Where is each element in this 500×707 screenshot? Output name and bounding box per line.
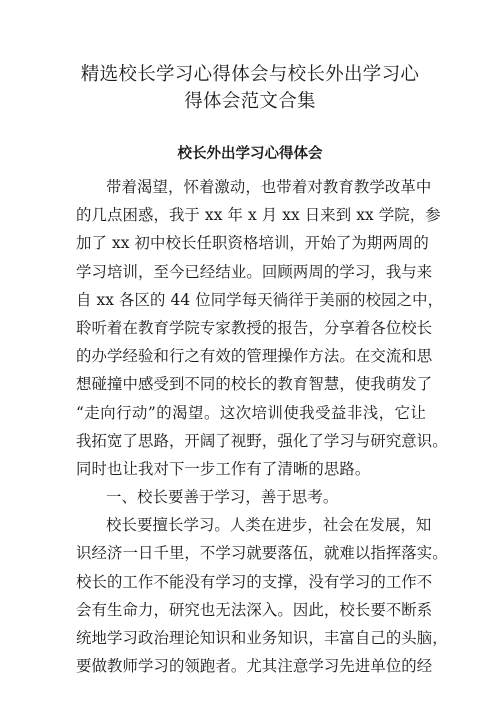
- text-line: 要做教师学习的领跑者。尤其注意学习先进单位的经: [76, 657, 433, 676]
- text-line: 会有生命力，研究也无法深入。因此，校长要不断系: [76, 600, 433, 619]
- body-text: [76, 173, 448, 680]
- text-line: 想碰撞中感受到不同的校长的教育智慧，使我萌发了: [76, 375, 433, 394]
- text-line: 带着渴望，怀着激动，也带着对教育教学改革中: [106, 178, 432, 196]
- text-line: 我拓宽了思路，开阔了视野，强化了学习与研究意识。: [76, 431, 448, 450]
- text-line: 同时也让我对下一步工作有了清晰的思路。: [76, 459, 371, 478]
- text-line: 统地学习政治理论知识和业务知识，丰富自己的头脑，: [76, 629, 448, 647]
- text-line: 校长要擅长学习。人类在进步，社会在发展，知: [106, 516, 432, 535]
- document-title-line-1: 精选校长学习心得体会与校长外出学习心: [80, 64, 420, 85]
- text-line: 学习培训，至今已经结业。回顾两周的学习，我与来: [76, 262, 433, 281]
- text-line: “走向行动”的渴望。这次培训使我受益非浅，它让: [76, 403, 426, 422]
- text-line: 的办学经验和行之有效的管理操作方法。在交流和思: [76, 347, 433, 366]
- section-heading-1: 一、校长要善于学习，善于思考。: [106, 488, 339, 507]
- section-title: 校长外出学习心得体会: [177, 145, 323, 162]
- text-line: 校长的工作不能没有学习的支撑，没有学习的工作不: [76, 572, 433, 591]
- text-line: 加了 xx 初中校长任职资格培训，开始了为期两周的: [76, 234, 429, 253]
- text-line: 的几点困惑，我于 xx 年 x 月 xx 日来到 xx 学院，参: [76, 206, 441, 225]
- text-line: 自 xx 各区的 44 位同学每天徜徉于美丽的校园之中，: [76, 290, 444, 309]
- text-line: 识经济一日千里，不学习就要落伍，就难以指挥落实。: [76, 544, 448, 563]
- document-title-line-2: 得体会范文合集: [184, 91, 316, 112]
- text-line: 聆听着在教育学院专家教授的报告，分享着各位校长: [76, 318, 433, 337]
